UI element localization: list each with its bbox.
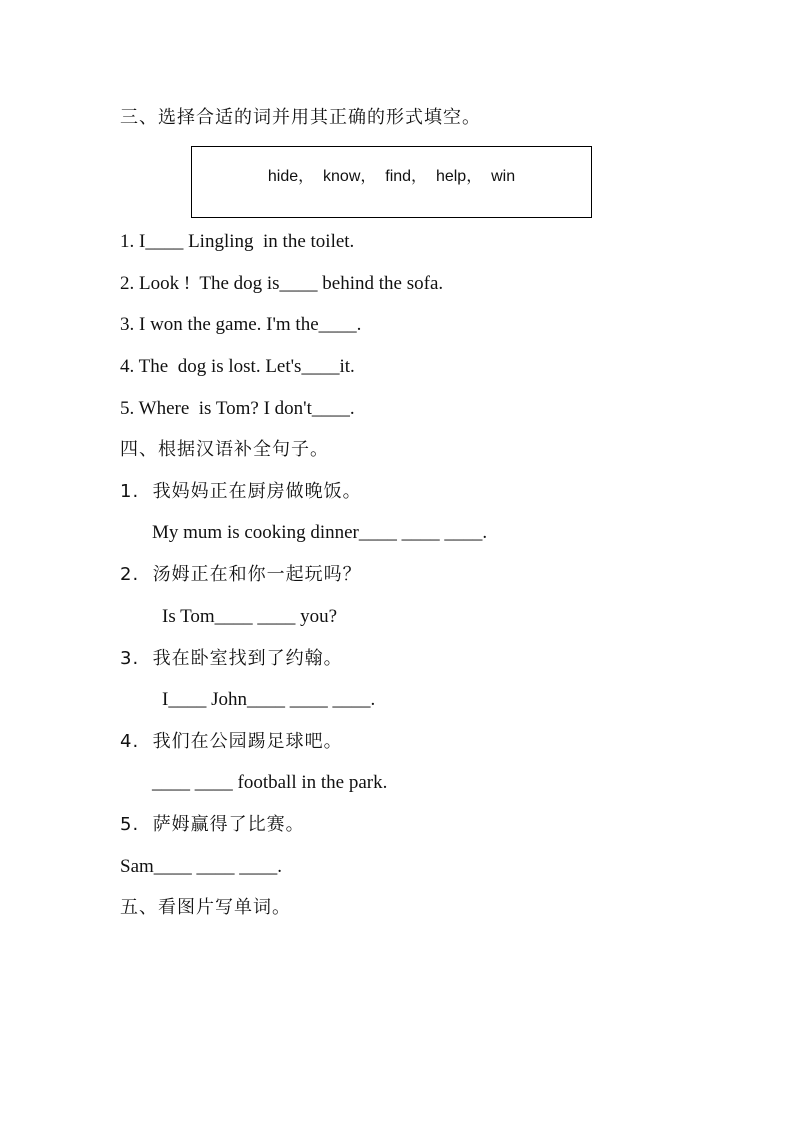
section4-heading: 四、根据汉语补全句子。 <box>120 439 329 460</box>
s4-item-1-chinese: 1. 我妈妈正在厨房做晚饭。 <box>120 481 362 502</box>
s4-item-5-english: Sam____ ____ ____. <box>120 856 283 877</box>
section3-heading: 三、选择合适的词并用其正确的形式填空。 <box>120 107 481 128</box>
s4-item-5-chinese: 5. 萨姆赢得了比赛。 <box>120 814 305 835</box>
s4-item-2-chinese: 2. 汤姆正在和你一起玩吗？ <box>120 564 362 585</box>
s4-item-1-english: My mum is cooking dinner____ ____ ____. <box>152 522 488 543</box>
s4-item-4-chinese: 4. 我们在公园踢足球吧。 <box>120 731 343 752</box>
s3-item-3: 3. I won the game. I'm the____. <box>120 314 362 335</box>
s3-item-4: 4. The dog is lost. Let's____it. <box>120 356 355 377</box>
word-bank-box <box>191 146 592 218</box>
s4-item-4-english: ____ ____ football in the park. <box>152 772 388 793</box>
s4-item-3-chinese: 3. 我在卧室找到了约翰。 <box>120 648 343 669</box>
section5-heading: 五、看图片写单词。 <box>120 897 291 918</box>
s4-item-2-english: Is Tom____ ____ you? <box>162 606 338 627</box>
s3-item-2: 2. Look ! The dog is____ behind the sofa. <box>120 273 444 294</box>
s4-item-3-english: I____ John____ ____ ____. <box>162 689 376 710</box>
word-bank-list: hide， know， find， help， win <box>267 168 516 185</box>
s3-item-5: 5. Where is Tom? I don't____. <box>120 398 355 419</box>
s3-item-1: 1. I____ Lingling in the toilet. <box>120 231 355 252</box>
